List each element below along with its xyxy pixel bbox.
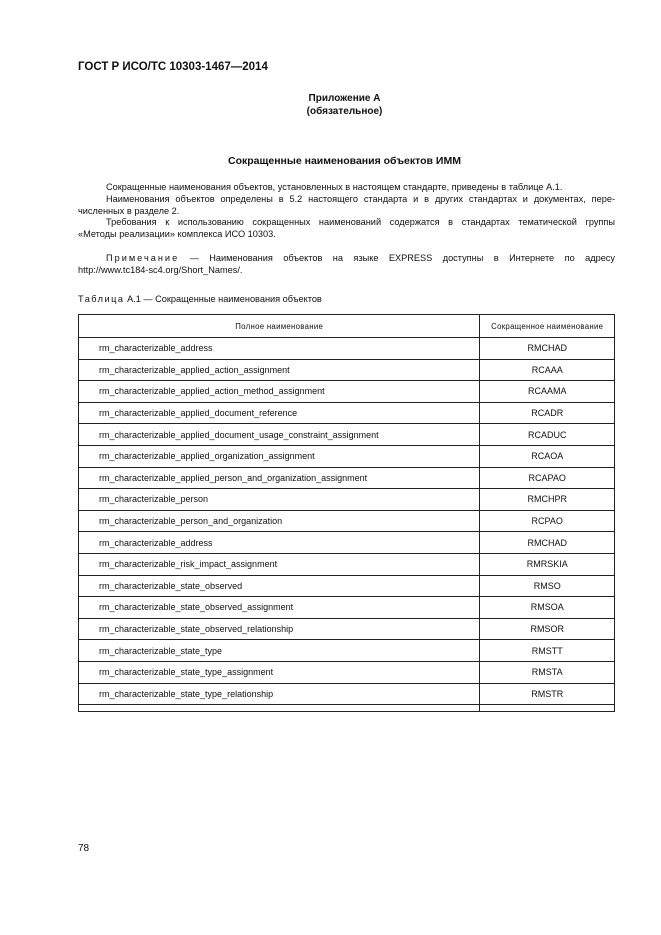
abbreviation-cell: RCPAO	[480, 510, 615, 532]
table-caption-label: Таблица	[78, 294, 125, 304]
paragraph-3-line-1: Требования к использованию сокращенных наименований содержатся в стандартах тематической группы	[106, 217, 615, 228]
abbreviation-cell: RCAAMA	[480, 381, 615, 403]
full-name-cell: rm_characterizable_person_and_organization	[79, 510, 480, 532]
full-name-cell: rm_characterizable_person	[79, 489, 480, 511]
table-row	[79, 532, 615, 554]
abbreviation-cell: RMSTT	[480, 640, 615, 662]
appendix-heading	[0, 92, 661, 118]
full-name-cell: rm_characterizable_applied_document_reference	[79, 402, 480, 424]
paragraph-2-line-2: численных в разделе 2.	[78, 205, 180, 216]
abbreviation-cell: RMSTR	[480, 683, 615, 705]
table-row	[79, 402, 615, 424]
table-row	[79, 381, 615, 403]
table-row	[79, 424, 615, 446]
table-row	[79, 467, 615, 489]
abbreviations-table	[78, 314, 615, 712]
full-name-cell: rm_characterizable_address	[79, 532, 480, 554]
full-name-cell: rm_characterizable_applied_action_assignment	[79, 359, 480, 381]
abbreviation-cell: RCADUC	[480, 424, 615, 446]
table-row	[79, 553, 615, 575]
table-header-row	[79, 315, 615, 338]
table-row	[79, 359, 615, 381]
full-name-cell: rm_characterizable_address	[79, 338, 480, 360]
full-name-cell: rm_characterizable_state_type	[79, 640, 480, 662]
full-name-cell: rm_characterizable_state_observed_assignment	[79, 597, 480, 619]
table-row	[79, 575, 615, 597]
abbreviation-cell: RMSOA	[480, 597, 615, 619]
abbreviation-cell: RCAAA	[480, 359, 615, 381]
full-name-cell: rm_characterizable_applied_action_method_assignment	[79, 381, 480, 403]
empty-cell	[79, 705, 480, 712]
table-row	[79, 597, 615, 619]
full-name-cell: rm_characterizable_state_type_relationship	[79, 683, 480, 705]
abbreviation-cell: RCAPAO	[480, 467, 615, 489]
table-body	[79, 338, 615, 712]
abbreviation-cell: RMSO	[480, 575, 615, 597]
table-row	[79, 683, 615, 705]
abbreviation-cell: RMCHAD	[480, 532, 615, 554]
full-name-cell: rm_characterizable_applied_person_and_organization_assignment	[79, 467, 480, 489]
note-text: — Наименования объектов на языке EXPRESS доступны в Интернете по адресу	[179, 252, 615, 263]
section-title	[0, 155, 661, 167]
column-header-abbreviation: Сокращенное наименование	[480, 315, 615, 338]
body-text	[78, 182, 615, 277]
table-row	[79, 338, 615, 360]
abbreviation-cell: RMRSKIA	[480, 553, 615, 575]
appendix-status: (обязательное)	[306, 106, 383, 117]
abbreviation-cell: RMSTA	[480, 661, 615, 683]
table-row	[79, 640, 615, 662]
abbreviation-cell: RCADR	[480, 402, 615, 424]
full-name-cell: rm_characterizable_applied_organization_assignment	[79, 445, 480, 467]
full-name-cell: rm_characterizable_applied_document_usage_constraint_assignment	[79, 424, 480, 446]
table-row	[79, 661, 615, 683]
paragraph-2-line-1: Наименования объектов определены в 5.2 настоящего стандарта и в других стандартах и документах, пере-	[106, 193, 615, 204]
abbreviation-cell: RCAOA	[480, 445, 615, 467]
abbreviation-cell: RMSOR	[480, 618, 615, 640]
full-name-cell: rm_characterizable_state_observed_relationship	[79, 618, 480, 640]
full-name-cell: rm_characterizable_risk_impact_assignment	[79, 553, 480, 575]
page-number: 78	[78, 843, 90, 854]
appendix-label: Приложение А	[308, 93, 381, 104]
table-caption-text: А.1 — Сокращенные наименования объектов	[124, 294, 322, 304]
table-row	[79, 618, 615, 640]
column-header-full-name: Полное наименование	[79, 315, 480, 338]
note-line-2: http://www.tc184-sc4.org/Short_Names/.	[78, 264, 243, 275]
paragraph-3-line-2: «Методы реализации» комплекса ИСО 10303.	[78, 229, 276, 240]
paragraph-1: Сокращенные наименования объектов, установленных в настоящем стандарте, приведены в таблице А.1.	[106, 182, 563, 192]
table-caption	[78, 294, 322, 304]
note-label: Примечание	[106, 252, 180, 263]
table-row	[79, 489, 615, 511]
section-title-text: Сокращенные наименования объектов ИММ	[228, 155, 461, 167]
table-row	[79, 445, 615, 467]
document-header: ГОСТ Р ИСО/ТС 10303-1467—2014	[78, 61, 268, 73]
empty-cell	[480, 705, 615, 712]
note-line-1	[78, 253, 615, 265]
table-row	[79, 510, 615, 532]
table-end-row	[79, 705, 615, 712]
abbreviation-cell: RMCHPR	[480, 489, 615, 511]
full-name-cell: rm_characterizable_state_observed	[79, 575, 480, 597]
full-name-cell: rm_characterizable_state_type_assignment	[79, 661, 480, 683]
abbreviation-cell: RMCHAD	[480, 338, 615, 360]
